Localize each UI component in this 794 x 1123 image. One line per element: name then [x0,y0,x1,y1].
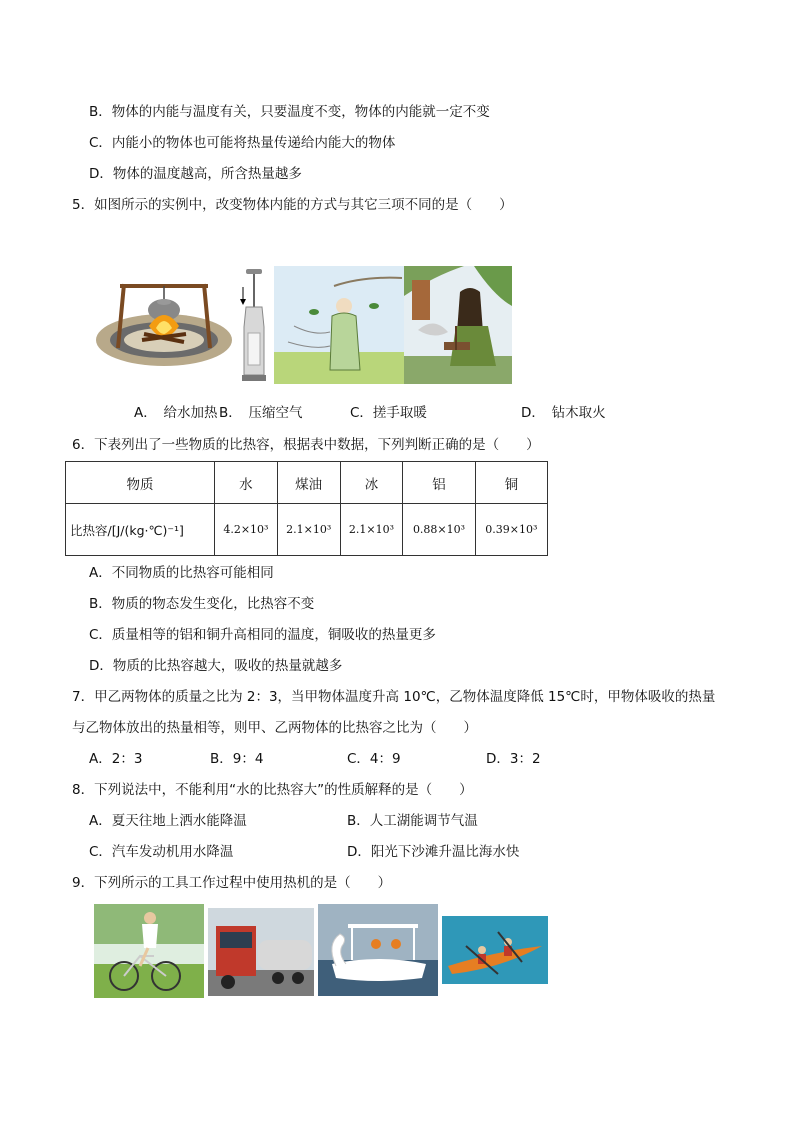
q5-option-a: A． 给水加热 [134,405,218,421]
table-header-cell: 煤油 [277,462,340,504]
q9-image-swan-pedal-boat [318,904,438,996]
table-header-cell: 物质 [66,462,215,504]
q8-option-b: B．人工湖能调节气温 [347,813,478,829]
q5-image-drilling-wood [404,266,512,384]
table-row-label: 比热容/[J/(kg·℃)⁻¹] [66,504,215,556]
q6-option-a: A．不同物质的比热容可能相同 [89,565,274,581]
q9-image-bicycle [94,904,204,998]
q6-option-d: D．物质的比热容越大，吸收的热量就越多 [89,658,343,674]
q5-image-rubbing-hands [274,266,404,384]
table-header-cell: 水 [215,462,278,504]
q5-option-d: D． 钻木取火 [521,405,606,421]
q6-option-b: B．物质的物态发生变化，比热容不变 [89,596,315,612]
q6-option-c: C．质量相等的铝和铜升高相同的温度，铜吸收的热量更多 [89,627,436,643]
specific-heat-table [65,461,548,556]
q5-option-c: C．搓手取暖 [350,405,427,421]
q8-stem: 8．下列说法中，不能利用“水的比热容大”的性质解释的是（ ） [72,782,473,798]
q9-image-kayak [442,916,548,984]
q5-image-air-piston [238,267,270,385]
table-header-row [66,462,548,504]
table-header-cell: 冰 [340,462,403,504]
q4-option-c: C．内能小的物体也可能将热量传递给内能大的物体 [89,135,396,151]
q7-option-a: A．2：3 [89,751,143,767]
table-cell: 2.1×10³ [277,504,340,556]
table-cell: 2.1×10³ [340,504,403,556]
q8-option-d: D．阳光下沙滩升温比海水快 [347,844,520,860]
q7-stem-line1: 7．甲乙两物体的质量之比为 2：3，当甲物体温度升高 10℃，乙物体温度降低 15℃时，甲物体吸收的热量 [72,689,716,705]
q7-stem-line2: 与乙物体放出的热量相等，则甲、乙两物体的比热容之比为（ ） [72,720,477,736]
q6-stem: 6．下表列出了一些物质的比热容，根据表中数据，下列判断正确的是（ ） [72,437,540,453]
q8-option-c: C．汽车发动机用水降温 [89,844,234,860]
table-cell: 0.88×10³ [403,504,475,556]
table-header-cell: 铝 [403,462,475,504]
q5-stem: 5．如图所示的实例中，改变物体内能的方式与其它三项不同的是（ ） [72,197,513,213]
table-cell: 4.2×10³ [215,504,278,556]
q4-option-d: D．物体的温度越高，所含热量越多 [89,166,302,182]
q7-option-b: B．9：4 [210,751,264,767]
q5-option-b: B． 压缩空气 [219,405,303,421]
q7-option-c: C．4：9 [347,751,401,767]
table-cell: 0.39×10³ [475,504,547,556]
q9-stem: 9．下列所示的工具工作过程中使用热机的是（ ） [72,875,392,891]
q5-image-kettle-fire [94,278,234,370]
q4-option-b: B．物体的内能与温度有关，只要温度不变，物体的内能就一定不变 [89,104,490,120]
q8-option-a: A．夏天往地上洒水能降温 [89,813,247,829]
q7-option-d: D．3：2 [486,751,541,767]
table-header-cell: 铜 [475,462,547,504]
q9-image-truck [208,908,314,996]
table-row [66,504,548,556]
